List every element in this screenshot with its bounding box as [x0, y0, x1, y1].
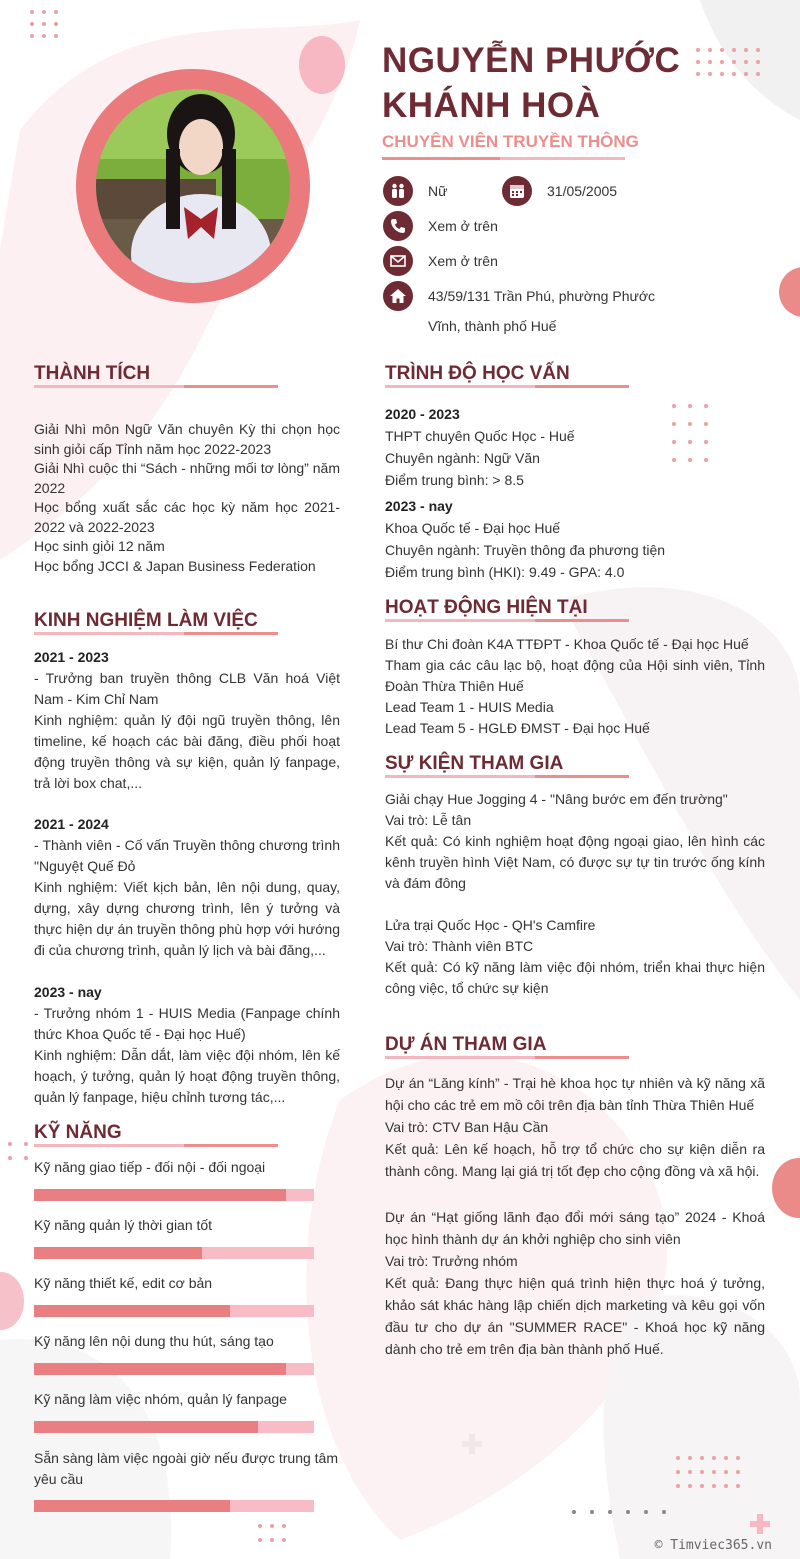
skill-bar-fill — [34, 1305, 230, 1317]
section-underline — [535, 775, 629, 778]
skill-bar — [34, 1189, 314, 1201]
experience-period: 2021 - 2023 — [34, 649, 109, 665]
event-role: Vai trò: Thành viên BTC — [385, 938, 534, 954]
achievement-item: Giải Nhì môn Ngữ Văn chuyên Kỳ thi chọn học sinh giỏi cấp Tỉnh năm học 2022-2023 — [34, 421, 340, 457]
activity-item: Lead Team 1 - HUIS Media — [385, 699, 554, 715]
education-period: 2020 - 2023 — [385, 406, 460, 422]
address-line-1: 43/59/131 Trần Phú, phường Phước — [428, 288, 656, 304]
skill-label: Sẵn sàng làm việc ngoài giờ nếu được trung tâm yêu cầu — [34, 1450, 339, 1487]
dot-grid — [8, 1142, 28, 1160]
activity-item: Tham gia các câu lạc bộ, hoạt động của Hội sinh viên, Tỉnh Đoàn Thừa Thiên Huế — [385, 657, 765, 694]
section-underline — [184, 1144, 278, 1147]
experience-period: 2023 - nay — [34, 984, 102, 1000]
event-role: Vai trò: Lễ tân — [385, 812, 472, 828]
dot-grid — [676, 1456, 740, 1488]
email-text: Xem ở trên — [428, 253, 498, 269]
experience-role: - Trưởng ban truyền thông CLB Văn hoá Việt Nam - Kim Chỉ Nam — [34, 670, 340, 707]
event-result: Kết quả: Có kỹ năng làm việc đội nhóm, triển khai thực hiện công việc, tổ chức sự kiện — [385, 959, 765, 996]
section-underline — [385, 1056, 535, 1059]
event-name: Giải chạy Hue Jogging 4 - "Nâng bước em đến trường" — [385, 791, 728, 807]
section-underline — [34, 385, 184, 388]
experience-entry — [34, 982, 340, 1108]
project-name: Dự án “Lăng kính” - Trại hè khoa học tự nhiên và kỹ năng xã hội cho các trẻ em mồ côi trên địa bàn tỉnh Thừa Thiên Huế — [385, 1075, 765, 1113]
experience-period: 2021 - 2024 — [34, 816, 109, 832]
skill-bar — [34, 1305, 314, 1317]
experience-role: - Thành viên - Cố vấn Truyền thông chương trình "Nguyệt Quế Đỏ — [34, 837, 340, 874]
home-icon — [383, 281, 413, 311]
section-underline — [184, 632, 278, 635]
skill-bar-fill — [34, 1247, 202, 1259]
activities-list — [385, 634, 765, 739]
section-underline — [184, 385, 278, 388]
plus-icon — [750, 1514, 770, 1534]
education-score: Điểm trung bình (HKI): 9.49 - GPA: 4.0 — [385, 564, 625, 580]
section-underline — [34, 1144, 184, 1147]
project-role: Vai trò: CTV Ban Hậu Cần — [385, 1119, 549, 1135]
achievement-item: Học sinh giỏi 12 năm — [34, 538, 165, 554]
education-heading: TRÌNH ĐỘ HỌC VẤN — [385, 363, 570, 384]
section-underline — [385, 619, 535, 622]
section-underline — [535, 619, 629, 622]
mail-icon — [383, 246, 413, 276]
event-entry — [385, 789, 765, 894]
experience-detail: Kinh nghiệm: quản lý đội ngũ truyền thông, lên timeline, kế hoạch các bài đăng, điều phối hoạt động truyền thông và sự kiện, quản lý fanpage, trả lời box chat,... — [34, 712, 340, 791]
education-entry — [385, 495, 765, 583]
dot-grid — [572, 1510, 666, 1514]
skill-label: Kỹ năng làm việc nhóm, quản lý fanpage — [34, 1391, 287, 1407]
skill-label: Kỹ năng lên nội dung thu hút, sáng tạo — [34, 1333, 274, 1349]
dot-grid — [258, 1524, 286, 1542]
education-major: Chuyên ngành: Truyền thông đa phương tiện — [385, 542, 666, 558]
project-result: Kết quả: Lên kế hoạch, hỗ trợ tổ chức cho sự kiện diễn ra thành công. Mang lại giá trị tốt đẹp cho cộng đồng và xã hội. — [385, 1141, 765, 1179]
section-underline — [385, 385, 535, 388]
dot-grid — [30, 10, 58, 38]
dot-grid — [696, 48, 760, 76]
skill-label: Kỹ năng quản lý thời gian tốt — [34, 1217, 213, 1233]
section-underline — [535, 1056, 629, 1059]
projects-heading: DỰ ÁN THAM GIA — [385, 1034, 547, 1055]
skills-heading: KỸ NĂNG — [34, 1122, 122, 1143]
experience-heading: KINH NGHIỆM LÀM VIỆC — [34, 610, 258, 631]
activity-item: Lead Team 5 - HGLĐ ĐMST - Đại học Huế — [385, 720, 650, 736]
skill-label: Kỹ năng giao tiếp - đối nội - đối ngoại — [34, 1159, 266, 1175]
profile-photo — [96, 89, 290, 283]
project-result: Kết quả: Đang thực hiện quá trình hiện thực hoá ý tưởng, khảo sát khác hàng lập chiến dịch marketing và kêu gọi vốn đầu tư cho dự án "SUMMER RACE" - Khoá học kỹ năng dành cho trẻ em trên địa bàn thành phố Huế. — [385, 1275, 765, 1357]
section-underline — [34, 632, 184, 635]
skill-bar — [34, 1247, 314, 1259]
skill-bar-fill — [34, 1363, 286, 1375]
people-icon — [383, 176, 413, 206]
experience-entry — [34, 814, 340, 961]
experience-entry — [34, 647, 340, 794]
watermark: © Timviec365.vn — [654, 1538, 772, 1553]
education-score: Điểm trung bình: > 8.5 — [385, 472, 524, 488]
skill-bar-fill — [34, 1189, 286, 1201]
activities-heading: HOẠT ĐỘNG HIỆN TẠI — [385, 597, 588, 618]
project-role: Vai trò: Trưởng nhóm — [385, 1253, 518, 1269]
education-entry — [385, 403, 765, 491]
project-name: Dự án “Hạt giống lãnh đạo đổi mới sáng tạo” 2024 - Khoá học hình thành dự án khởi nghiệp cho sinh viên — [385, 1209, 765, 1247]
section-underline — [535, 385, 629, 388]
education-school: Khoa Quốc tế - Đại học Huế — [385, 520, 561, 536]
education-school: THPT chuyên Quốc Học - Huế — [385, 428, 575, 444]
experience-role: - Trưởng nhóm 1 - HUIS Media (Fanpage chính thức Khoa Quốc tế - Đại học Huế) — [34, 1005, 340, 1042]
experience-detail: Kinh nghiệm: Dẫn dắt, làm việc đội nhóm, lên kế hoạch, ý tưởng, quản lý hoạt động truyền thông, quản lý fanpage, hiệu chỉnh tương tác,... — [34, 1047, 340, 1105]
experience-detail: Kinh nghiệm: Viết kịch bản, lên nội dung, quay, dựng, xây dựng chương trình, lên ý tưởng và thực hiện dự án truyền thông phù hợp với hướng đi của chương trình, quản lý lịch và bài đăng,... — [34, 879, 340, 958]
event-name: Lửa trại Quốc Học - QH's Camfire — [385, 917, 596, 933]
pink-blob — [299, 36, 345, 94]
education-major: Chuyên ngành: Ngữ Văn — [385, 450, 540, 466]
section-underline — [385, 775, 535, 778]
skill-bar-fill — [34, 1500, 230, 1512]
phone-icon — [383, 211, 413, 241]
skill-label: Kỹ năng thiết kế, edit cơ bản — [34, 1275, 213, 1291]
achievements-heading: THÀNH TÍCH — [34, 363, 151, 384]
achievement-item: Học bổng JCCI & Japan Business Federation — [34, 557, 316, 574]
achievement-item: Học bổng xuất sắc các học kỳ năm học 2021-2022 và 2022-2023 — [34, 499, 340, 535]
phone-text: Xem ở trên — [428, 218, 498, 234]
events-heading: SỰ KIỆN THAM GIA — [385, 753, 564, 774]
plus-icon — [462, 1434, 482, 1454]
title-underline-light — [500, 157, 625, 160]
event-result: Kết quả: Có kinh nghiệm hoạt động ngoại giao, lên hình các kênh truyền hình Việt Nam, có được sự tự tin trước ống kính và đám đông — [385, 833, 765, 891]
gender-text: Nữ — [428, 183, 448, 199]
calendar-icon — [502, 176, 532, 206]
achievements-list — [34, 420, 340, 576]
address-line-2: Vĩnh, thành phố Huế — [428, 318, 557, 334]
education-period: 2023 - nay — [385, 498, 453, 514]
project-entry — [385, 1206, 765, 1360]
skill-bar — [34, 1363, 314, 1375]
event-entry — [385, 915, 765, 999]
activity-item: Bí thư Chi đoàn K4A TTĐPT - Khoa Quốc tế - Đại học Huế — [385, 636, 749, 652]
skill-bar — [34, 1421, 314, 1433]
skill-bar — [34, 1500, 314, 1512]
skill-bar-fill — [34, 1421, 258, 1433]
birthday-text: 31/05/2005 — [547, 183, 618, 199]
project-entry — [385, 1072, 765, 1182]
job-title: CHUYÊN VIÊN TRUYỀN THÔNG — [382, 132, 639, 151]
candidate-name: NGUYỄN PHƯỚC KHÁNH HOÀ — [382, 41, 681, 125]
achievement-item: Giải Nhì cuộc thi “Sách - những mối tơ lòng” năm 2022 — [34, 460, 340, 496]
